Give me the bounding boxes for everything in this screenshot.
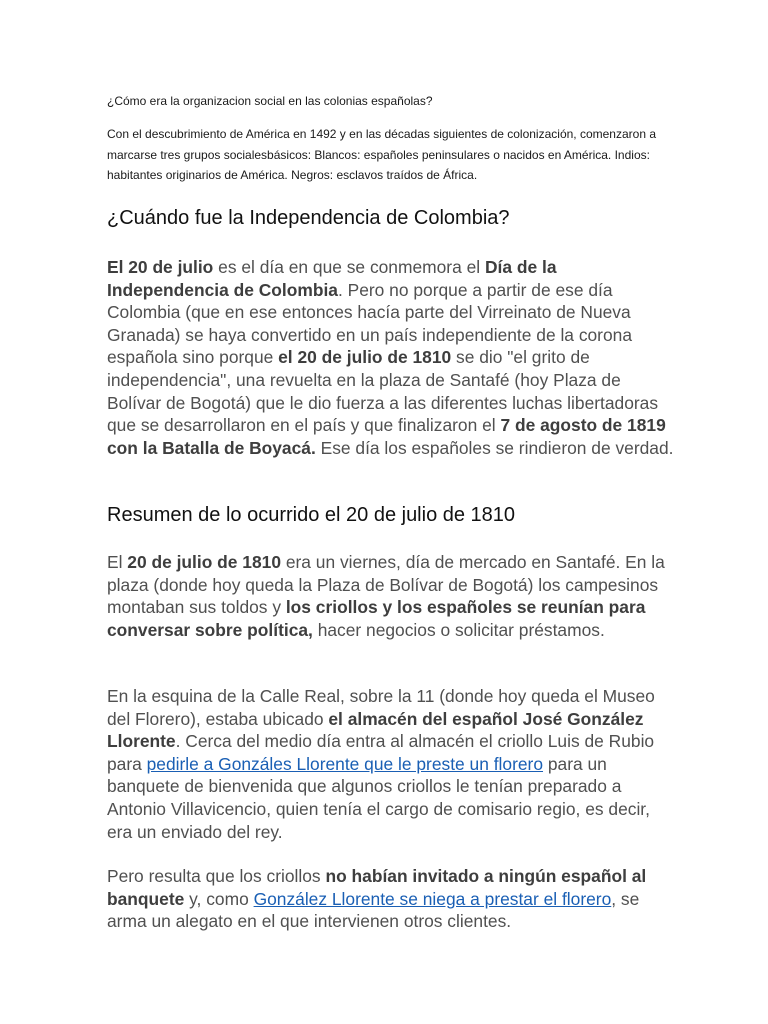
- body-text: En la esquina de la Calle Real, sobre la 11 (donde hoy queda el Museo del Florero), estaba ubicado: [107, 686, 655, 729]
- body-text: El: [107, 552, 128, 572]
- body-text: Pero resulta que los criollos: [107, 866, 326, 886]
- body-text: y, como: [184, 888, 254, 909]
- body-text: , se arma un alegato en el que intervienen otros clientes.: [107, 888, 640, 932]
- question-line: ¿Cómo era la organizacion social en las colonias españolas?: [107, 94, 433, 108]
- intro-paragraph: Con el descubrimiento de América en 1492 y en las décadas siguientes de colonización, comenzaron a marcarse tres grupos socialesbásicos: Blancos: españoles peninsulares o nacidos en América. Indios: habitantes originarios de América. Negros: esclavos traídos de África.: [107, 127, 656, 182]
- body-text: para un banquete de bienvenida que algunos criollos le tenían preparado a Antonio Villavicencio, quien tenía el cargo de comisario regio, es decir, era un enviado del rey.: [107, 753, 650, 842]
- florero-refusal-link[interactable]: González Llorente se niega a prestar el florero: [253, 888, 612, 909]
- paragraph-banquet: [107, 865, 677, 933]
- body-text: . Cerca del medio día entra al almacén el criollo Luis de Rubio para: [107, 731, 655, 774]
- paragraph-market-day: [107, 551, 677, 641]
- heading-independence: ¿Cuándo fue la Independencia de Colombia?: [107, 207, 510, 229]
- bold-text: 7 de agosto de 1819 con la Batalla de Boyacá.: [107, 415, 666, 458]
- bold-text: el 20 de julio de 1810: [278, 347, 452, 368]
- paragraph-store: [107, 685, 677, 843]
- bold-text: el almacén del español José González Llorente: [107, 708, 644, 752]
- bold-text: no habían invitado a ningún español al banquete: [107, 866, 647, 909]
- body-text: hacer negocios o solicitar préstamos.: [312, 619, 605, 640]
- body-text: era un viernes, día de mercado en Santafé. En la plaza (donde hoy queda la Plaza de Bolívar de Bogotá) los campesinos montaban sus toldos y: [107, 552, 665, 618]
- heading-summary: Resumen de lo ocurrido el 20 de julio de 1810: [107, 504, 516, 526]
- bold-text: Día de la Independencia de Colombia: [107, 257, 557, 300]
- florero-request-link[interactable]: pedirle a Gonzáles Llorente que le preste un florero: [146, 753, 544, 774]
- paragraph-independence: [107, 256, 677, 459]
- body-text: se dio "el grito de independencia", una revuelta en la plaza de Santafé (hoy Plaza de Bolívar de Bogotá) que le dio fuerza a las diferentes luchas libertadoras que se desarrollaron en el país y que finalizaron el: [107, 347, 659, 436]
- body-text: Ese día los españoles se rindieron de verdad.: [315, 437, 674, 458]
- body-text: . Pero no porque a partir de ese día Colombia (que en ese entonces hacía parte del Virreinato de Nueva Granada) se haya convertido en un país independiente de la corona española sino porque: [107, 279, 632, 368]
- bold-text: los criollos y los españoles se reunían para conversar sobre política,: [107, 597, 646, 640]
- bold-text: 20 de julio de 1810: [127, 552, 281, 572]
- body-text: es el día en que se conmemora el: [213, 257, 485, 277]
- bold-text: El 20 de julio: [107, 257, 214, 277]
